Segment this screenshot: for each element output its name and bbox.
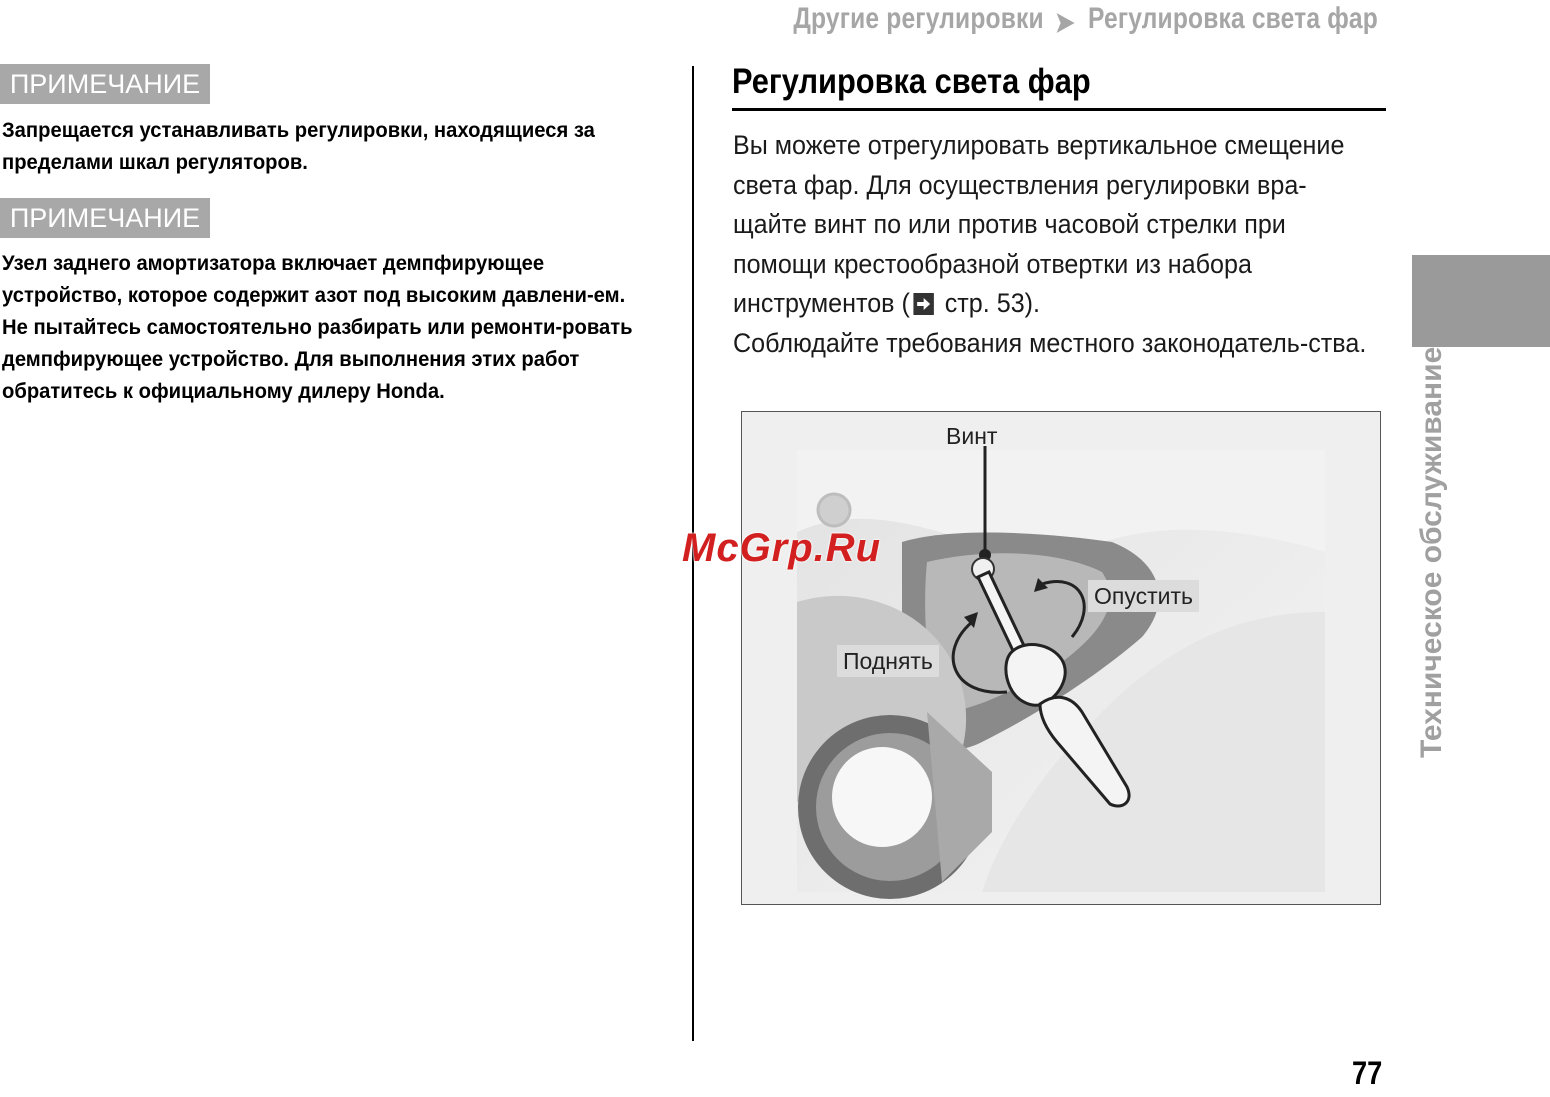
note-label: ПРИМЕЧАНИЕ — [0, 64, 210, 104]
page-reference-text: стр. 53). — [937, 288, 1041, 318]
title-rule — [732, 108, 1386, 111]
callout-raise: Поднять — [837, 645, 939, 677]
paragraph — [733, 126, 1375, 324]
watermark: McGrp.Ru — [682, 526, 882, 570]
breadcrumb-current: Регулировка света фар — [1088, 2, 1378, 35]
note-label: ПРИМЕЧАНИЕ — [0, 198, 210, 238]
section-title: Регулировка света фар — [732, 62, 1091, 101]
side-tab-label: Техническое обслуживание — [1415, 346, 1448, 758]
note-text: Запрещается устанавливать регулировки, находящиеся за пределами шкал регуляторов. — [2, 118, 595, 174]
breadcrumb-parent: Другие регулировки — [793, 2, 1044, 35]
reference-arrow-icon — [914, 293, 934, 315]
arrow-flag-icon — [1055, 8, 1076, 30]
section-body — [733, 126, 1375, 363]
callout-screw: Винт — [946, 423, 998, 449]
side-tab-marker — [1412, 255, 1550, 347]
page-number: 77 — [1352, 1055, 1383, 1091]
note-text: Узел заднего амортизатора включает демпфирующее устройство, которое содержит азот под высоким давлени-ем. Не пытайтесь самостоятельно разбирать или ремонти-ровать демпфирующее устройство. Для выполнения этих работ обратитесь к официальному дилеру Honda. — [2, 251, 633, 403]
headlight-adjustment-figure — [741, 411, 1381, 905]
paragraph: Соблюдайте требования местного законодатель-ства. — [733, 327, 1367, 358]
callout-lower: Опустить — [1088, 580, 1199, 612]
paragraph-text: Вы можете отрегулировать вертикальное смещение света фар. Для осуществления регулировки вра-щайте винт по или против часовой стрелки при помощи крестообразной отвертки из набора инструментов ( — [733, 130, 1345, 318]
breadcrumb — [793, 0, 1378, 38]
